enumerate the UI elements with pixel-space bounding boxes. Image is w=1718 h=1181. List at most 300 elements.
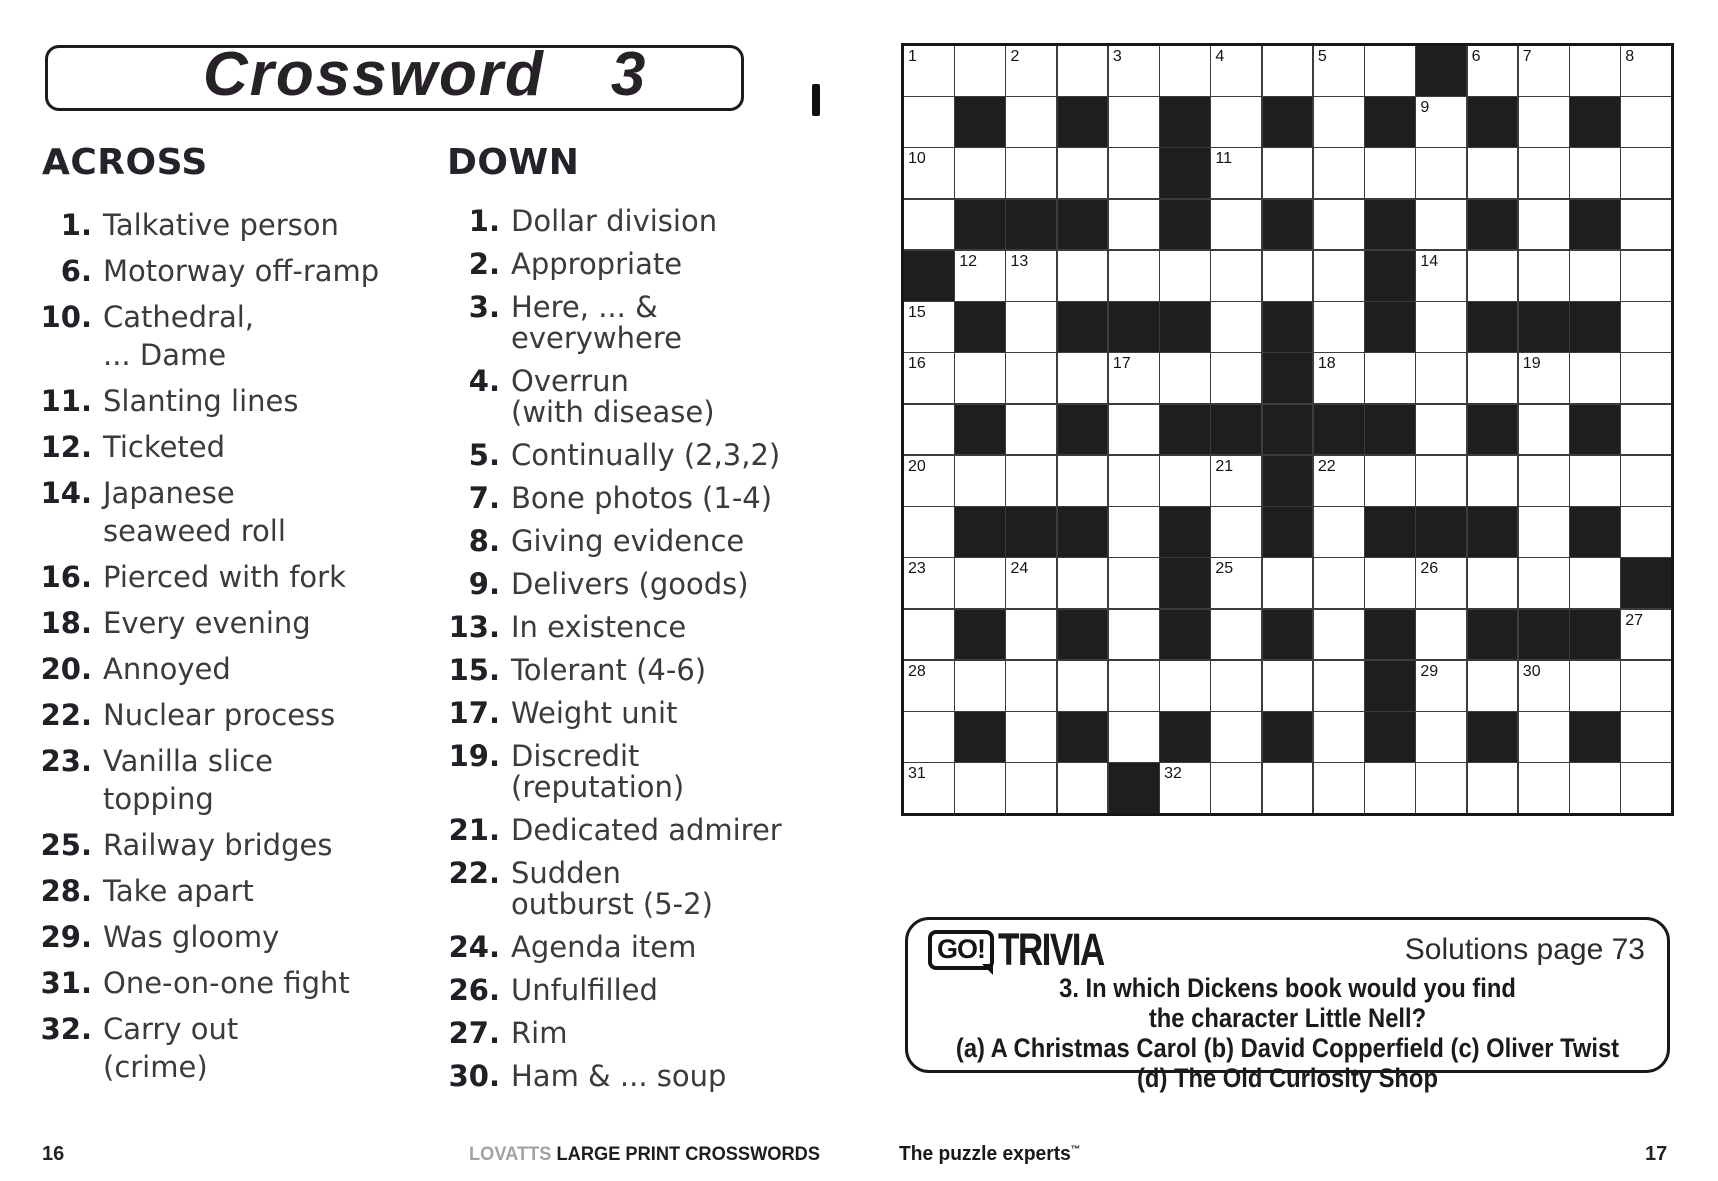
clue-item [40,872,412,910]
grid-cell[interactable] [955,661,1005,711]
grid-cell[interactable] [1160,353,1210,403]
clue-text: One-on-one fight [103,966,350,1000]
grid-cell-number: 4 [1215,48,1225,65]
grid-cell[interactable] [1314,763,1364,813]
grid-cell-black [1365,302,1415,352]
grid-cell-black [1160,405,1210,455]
clue-number: 3. [468,290,500,324]
clue-text: Carry out (crime) [103,1012,239,1084]
clue-text: Delivers (goods) [511,567,749,601]
down-clue-list [408,206,800,1104]
clue-item [408,612,800,643]
clue-text: Bone photos (1-4) [511,481,773,515]
trademark-symbol: ™ [1070,1144,1081,1156]
clue-number: 16. [40,560,92,594]
grid-cell[interactable] [1621,200,1671,250]
grid-cell[interactable] [1519,200,1569,250]
grid-cell[interactable] [904,302,954,352]
grid-cell[interactable] [1109,46,1159,96]
clue-number: 26. [448,973,500,1007]
across-header: ACROSS [42,142,208,183]
grid-cell[interactable] [904,661,954,711]
page-gutter-mark [812,84,820,116]
grid-cell-number: 5 [1317,48,1327,65]
grid-cell-number: 18 [1317,355,1336,373]
grid-cell[interactable] [1109,712,1159,762]
grid-cell[interactable] [1058,558,1108,608]
grid-cell[interactable] [1519,661,1569,711]
clue-text: Appropriate [511,247,683,281]
grid-cell[interactable] [1570,251,1620,301]
grid-cell[interactable] [1416,302,1466,352]
grid-cell-black [1570,507,1620,557]
grid-cell[interactable] [904,148,954,198]
puzzle-title-box [45,40,744,111]
grid-cell[interactable] [1263,148,1313,198]
grid-cell[interactable] [904,558,954,608]
solutions-note: Solutions page 73 [1404,933,1645,966]
clue-text: Vanilla slice topping [103,744,273,816]
grid-cell-black [1160,302,1210,352]
grid-cell[interactable] [1109,507,1159,557]
clue-text: Cathedral, ... Dame [103,300,254,372]
grid-cell[interactable] [1211,251,1261,301]
grid-cell-black [1211,405,1261,455]
grid-cell[interactable] [1365,353,1415,403]
grid-cell[interactable] [1468,353,1518,403]
grid-cell-black [1468,405,1518,455]
grid-cell[interactable] [1621,251,1671,301]
grid-cell-number: 29 [1420,662,1439,680]
grid-cell[interactable] [1468,148,1518,198]
grid-cell[interactable] [1211,610,1261,660]
grid-cell[interactable] [1468,251,1518,301]
grid-cell-black [1058,712,1108,762]
clue-number: 18. [40,606,92,640]
grid-cell-number: 2 [1010,48,1020,65]
clue-text: Giving evidence [511,524,745,558]
grid-cell-black [1058,302,1108,352]
grid-cell-black [1570,200,1620,250]
clue-item [408,741,800,803]
grid-cell-black [1058,97,1108,147]
grid-cell[interactable] [1160,46,1210,96]
grid-cell[interactable] [1211,97,1261,147]
grid-cell[interactable] [1314,97,1364,147]
grid-cell[interactable] [1519,46,1569,96]
grid-cell-black [1570,405,1620,455]
crossword-grid [901,43,1674,816]
grid-cell[interactable] [1314,148,1364,198]
page-number-right: 17 [1645,1143,1668,1165]
grid-cell[interactable] [1519,405,1569,455]
grid-cell[interactable] [1109,405,1159,455]
grid-cell[interactable] [1416,712,1466,762]
clue-number: 7. [468,481,500,515]
clue-text: Ticketed [103,430,226,464]
grid-cell[interactable] [1314,302,1364,352]
grid-cell[interactable] [1160,661,1210,711]
clue-number: 29. [40,920,92,954]
grid-cell[interactable] [1570,353,1620,403]
grid-cell[interactable] [1211,148,1261,198]
footer-brand-series: LARGE PRINT CROSSWORDS [556,1144,820,1165]
grid-cell[interactable] [1621,456,1671,506]
grid-cell[interactable] [1621,405,1671,455]
grid-cell[interactable] [1519,763,1569,813]
grid-cell-black [1468,507,1518,557]
grid-cell[interactable] [1519,97,1569,147]
grid-cell[interactable] [1314,46,1364,96]
grid-cell-black [1519,302,1569,352]
grid-cell[interactable] [904,353,954,403]
clue-text: Dollar division [511,204,718,238]
grid-cell-black [955,302,1005,352]
grid-cell[interactable] [904,46,954,96]
grid-cell[interactable] [1006,302,1056,352]
clue-text: Here, ... & everywhere [511,290,682,355]
grid-cell[interactable] [1314,251,1364,301]
grid-cell[interactable] [904,712,954,762]
clue-number: 30. [448,1059,500,1093]
grid-cell-black [1416,46,1466,96]
grid-cell[interactable] [904,200,954,250]
grid-cell[interactable] [1365,456,1415,506]
grid-cell[interactable] [1416,200,1466,250]
grid-cell-black [1365,661,1415,711]
grid-cell-number: 19 [1522,355,1541,373]
grid-cell-black [955,97,1005,147]
grid-cell[interactable] [955,763,1005,813]
grid-cell[interactable] [1211,558,1261,608]
clue-number: 5. [468,438,500,472]
clue-text: Japanese seaweed roll [103,476,286,548]
clue-number: 10. [40,300,92,334]
grid-cell[interactable] [1468,558,1518,608]
grid-cell[interactable] [1109,610,1159,660]
grid-cell[interactable] [1314,558,1364,608]
grid-cell[interactable] [1109,558,1159,608]
grid-cell-number: 31 [908,765,926,783]
grid-cell-black [1621,558,1671,608]
clue-text: Rim [511,1016,568,1050]
grid-cell[interactable] [1570,558,1620,608]
grid-cell[interactable] [955,353,1005,403]
clue-item [408,815,800,846]
grid-cell[interactable] [1519,558,1569,608]
grid-cell[interactable] [1416,353,1466,403]
clue-number: 17. [448,696,500,730]
grid-cell-black [1570,712,1620,762]
grid-cell[interactable] [1263,46,1313,96]
grid-cell[interactable] [1365,46,1415,96]
grid-cell-black [955,507,1005,557]
grid-cell-number: 30 [1522,662,1541,680]
grid-cell[interactable] [1058,46,1108,96]
puzzle-number: 3 [610,40,648,109]
grid-cell[interactable] [1211,302,1261,352]
clue-item [40,558,412,596]
go-trivia-logo [928,924,1134,975]
clue-item [40,428,412,466]
grid-cell-number: 3 [1112,48,1122,65]
grid-cell[interactable] [1006,712,1056,762]
clue-item [40,206,412,244]
grid-cell[interactable] [1519,251,1569,301]
grid-cell[interactable] [1621,353,1671,403]
grid-cell-number: 6 [1471,48,1481,65]
grid-cell[interactable] [1519,712,1569,762]
clue-number: 11. [40,384,92,418]
grid-cell-black [955,200,1005,250]
clue-item [40,650,412,688]
grid-cell[interactable] [904,507,954,557]
grid-cell[interactable] [1416,405,1466,455]
grid-cell-black [1058,200,1108,250]
clue-number: 19. [448,739,500,773]
grid-cell[interactable] [1160,251,1210,301]
grid-cell[interactable] [1160,456,1210,506]
grid-cell[interactable] [1314,353,1364,403]
grid-cell-black [1365,610,1415,660]
grid-cell[interactable] [1468,456,1518,506]
grid-cell-number: 32 [1164,765,1182,783]
grid-cell[interactable] [1006,251,1056,301]
grid-cell-black [1263,353,1313,403]
grid-cell-black [1468,97,1518,147]
grid-cell[interactable] [1058,353,1108,403]
grid-cell-number: 1 [908,48,917,65]
clue-number: 14. [40,476,92,510]
grid-cell[interactable] [1263,763,1313,813]
grid-cell[interactable] [1006,763,1056,813]
grid-cell[interactable] [1058,763,1108,813]
clue-item [408,206,800,237]
grid-cell[interactable] [1006,405,1056,455]
grid-cell[interactable] [1058,456,1108,506]
grid-cell[interactable] [1006,610,1056,660]
grid-cell-black [1109,763,1159,813]
grid-cell[interactable] [1211,712,1261,762]
grid-cell-black [1468,200,1518,250]
grid-cell[interactable] [1109,148,1159,198]
grid-cell[interactable] [1211,200,1261,250]
grid-cell[interactable] [1416,661,1466,711]
grid-cell[interactable] [1263,661,1313,711]
grid-cell[interactable] [1570,661,1620,711]
grid-cell[interactable] [1109,353,1159,403]
grid-cell[interactable] [1416,251,1466,301]
grid-cell[interactable] [1160,763,1210,813]
grid-cell[interactable] [955,46,1005,96]
grid-cell[interactable] [955,558,1005,608]
grid-cell[interactable] [1006,353,1056,403]
grid-cell-number: 13 [1010,252,1029,270]
grid-cell-number: 17 [1112,355,1131,373]
grid-cell[interactable] [1109,97,1159,147]
grid-cell[interactable] [1211,661,1261,711]
grid-cell-black [1365,405,1415,455]
footer-brand-lovatts: LOVATTS [469,1144,552,1165]
grid-cell-black [1160,148,1210,198]
grid-cell[interactable] [1621,302,1671,352]
grid-cell[interactable] [1621,712,1671,762]
grid-cell-number: 9 [1420,99,1430,117]
grid-cell[interactable] [1365,148,1415,198]
clue-text: Pierced with fork [103,560,346,594]
grid-cell[interactable] [1314,712,1364,762]
grid-cell[interactable] [1621,610,1671,660]
clue-text: Talkative person [103,208,339,242]
grid-cell-number: 27 [1625,611,1644,629]
grid-cell[interactable] [1109,251,1159,301]
grid-cell-black [1365,251,1415,301]
grid-cell[interactable] [955,251,1005,301]
grid-cell[interactable] [1570,46,1620,96]
grid-cell-black [1468,712,1518,762]
grid-cell[interactable] [904,763,954,813]
grid-cell[interactable] [955,456,1005,506]
grid-cell-number: 11 [1215,150,1232,168]
clue-item [40,918,412,956]
grid-cell[interactable] [1263,251,1313,301]
grid-cell[interactable] [1519,507,1569,557]
grid-cell[interactable] [1621,97,1671,147]
grid-cell[interactable] [1314,456,1364,506]
grid-cell[interactable] [904,610,954,660]
clue-item [408,932,800,963]
grid-cell-number: 10 [908,150,926,168]
grid-cell-number: 16 [908,355,926,373]
clue-text: Unfulfilled [511,973,658,1007]
grid-cell[interactable] [1211,763,1261,813]
grid-cell[interactable] [1314,200,1364,250]
clue-item [408,975,800,1006]
grid-cell[interactable] [1416,763,1466,813]
grid-cell[interactable] [1621,661,1671,711]
clue-number: 23. [40,744,92,778]
grid-cell-number: 21 [1215,457,1234,475]
grid-cell[interactable] [1006,661,1056,711]
grid-cell[interactable] [1211,353,1261,403]
clue-item [40,604,412,642]
grid-cell[interactable] [1621,507,1671,557]
clue-item [408,249,800,280]
clue-item [40,826,412,864]
clue-item [40,964,412,1002]
grid-cell[interactable] [1365,763,1415,813]
grid-cell-black [1365,507,1415,557]
grid-cell[interactable] [1621,46,1671,96]
footer-brand [33,1144,820,1166]
grid-cell[interactable] [1314,610,1364,660]
grid-cell[interactable] [1365,558,1415,608]
grid-cell-number: 7 [1522,48,1532,65]
grid-cell[interactable] [1211,46,1261,96]
grid-cell[interactable] [1109,456,1159,506]
clue-number: 13. [448,610,500,644]
grid-cell-black [1365,200,1415,250]
grid-cell-black [1314,405,1364,455]
grid-cell[interactable] [1211,507,1261,557]
clue-number: 21. [448,813,500,847]
clue-number: 32. [40,1012,92,1046]
grid-cell[interactable] [1519,456,1569,506]
grid-cell[interactable] [1006,558,1056,608]
trivia-question-block [908,973,1667,1093]
grid-cell[interactable] [904,405,954,455]
grid-cell[interactable] [1314,507,1364,557]
across-clue-list [40,206,412,1094]
grid-cell[interactable] [1416,610,1466,660]
grid-cell-black [1570,97,1620,147]
grid-cell-black [955,610,1005,660]
clue-text: Every evening [103,606,311,640]
grid-cell[interactable] [1109,200,1159,250]
grid-cell-black [1468,610,1518,660]
clue-number: 22. [448,856,500,890]
grid-cell[interactable] [1570,763,1620,813]
clue-item [40,742,412,818]
grid-cell[interactable] [1058,661,1108,711]
grid-cell[interactable] [1211,456,1261,506]
clue-number: 6. [60,254,92,288]
grid-cell-black [1570,610,1620,660]
grid-cell-black [955,405,1005,455]
grid-cell-black [1160,200,1210,250]
grid-cell[interactable] [1058,148,1108,198]
grid-cell[interactable] [1519,353,1569,403]
clue-item [40,474,412,550]
grid-cell[interactable] [1468,661,1518,711]
grid-cell[interactable] [1314,661,1364,711]
grid-cell-number: 15 [908,304,926,322]
grid-cell[interactable] [1416,97,1466,147]
grid-cell[interactable] [1006,46,1056,96]
clue-text: Motorway off-ramp [103,254,380,288]
grid-cell[interactable] [1468,46,1518,96]
grid-cell[interactable] [1416,148,1466,198]
grid-cell[interactable] [1570,456,1620,506]
grid-cell-number: 22 [1317,457,1336,475]
grid-cell[interactable] [1570,148,1620,198]
grid-cell[interactable] [1006,456,1056,506]
grid-cell[interactable] [1006,148,1056,198]
grid-cell[interactable] [1416,558,1466,608]
grid-cell[interactable] [1416,456,1466,506]
down-header: DOWN [447,142,580,183]
grid-cell[interactable] [1058,251,1108,301]
clue-number: 9. [468,567,500,601]
grid-cell[interactable] [1109,661,1159,711]
grid-cell-black [1365,712,1415,762]
grid-cell-black [1468,302,1518,352]
clue-text: Railway bridges [103,828,333,862]
trivia-answer-line: (a) A Christmas Carol (b) David Copperfield (c) Oliver Twist [955,1033,1620,1063]
clue-text: Continually (2,3,2) [511,438,781,472]
grid-cell[interactable] [1468,763,1518,813]
grid-cell[interactable] [1006,97,1056,147]
grid-cell[interactable] [1519,148,1569,198]
grid-cell[interactable] [1621,763,1671,813]
grid-cell[interactable] [904,456,954,506]
trivia-question-line: 3. In which Dickens book would you find [1059,973,1516,1003]
grid-cell[interactable] [1621,148,1671,198]
grid-cell[interactable] [1263,558,1313,608]
grid-cell[interactable] [955,148,1005,198]
grid-cell-black [1570,302,1620,352]
grid-cell[interactable] [904,97,954,147]
